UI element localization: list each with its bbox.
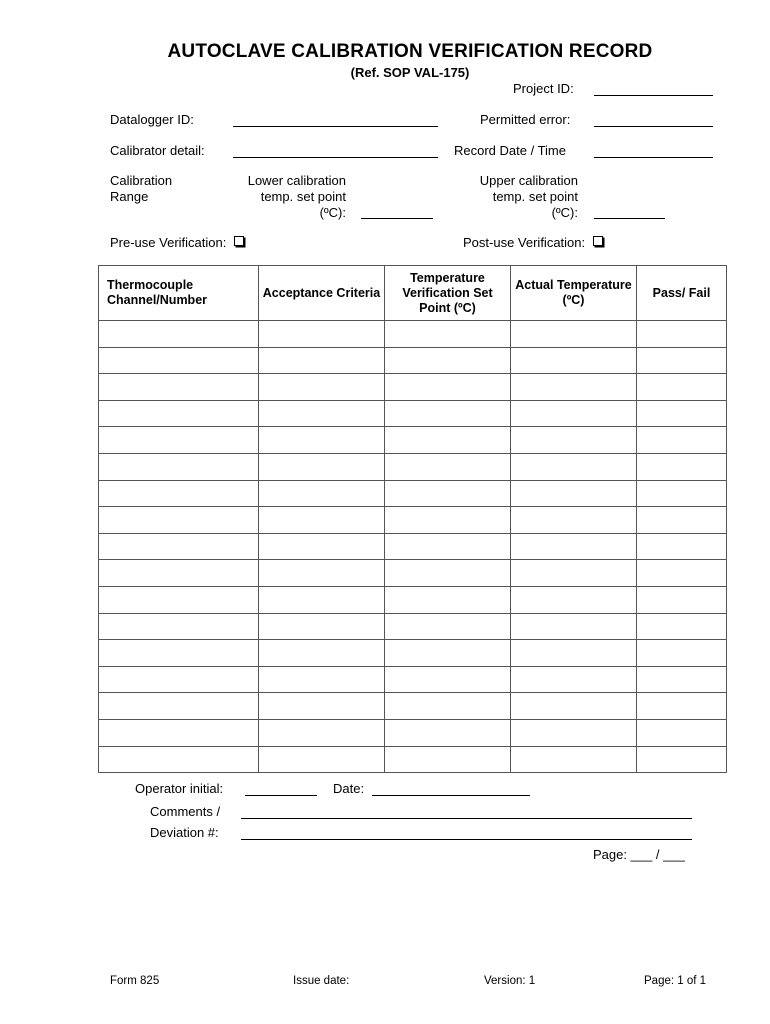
- table-row: [99, 613, 727, 640]
- table-cell[interactable]: [259, 480, 385, 507]
- pre-use-verification: [110, 235, 244, 250]
- signoff-date-field[interactable]: [372, 795, 530, 796]
- operator-initial-label: Operator initial:: [135, 781, 224, 796]
- table-cell[interactable]: [99, 746, 259, 773]
- table-cell[interactable]: [99, 347, 259, 374]
- table-cell[interactable]: [385, 347, 511, 374]
- table-cell[interactable]: [511, 693, 637, 720]
- deviation-field[interactable]: [241, 839, 692, 840]
- table-cell[interactable]: [511, 613, 637, 640]
- table-cell[interactable]: [99, 427, 259, 454]
- table-row: [99, 693, 727, 720]
- table-cell[interactable]: [259, 533, 385, 560]
- table-cell[interactable]: [259, 400, 385, 427]
- table-row: [99, 347, 727, 374]
- table-cell[interactable]: [259, 746, 385, 773]
- table-cell[interactable]: [637, 613, 727, 640]
- table-header-row: [99, 266, 727, 321]
- verification-table: [98, 265, 727, 773]
- post-use-checkbox[interactable]: [593, 236, 603, 246]
- permitted-error-field[interactable]: [594, 126, 713, 127]
- table-cell[interactable]: [511, 480, 637, 507]
- col-actual-temperature: Actual Temperature (ºC): [511, 266, 637, 321]
- table-cell[interactable]: [259, 586, 385, 613]
- table-cell[interactable]: [637, 586, 727, 613]
- footer-page: Page: 1 of 1: [644, 975, 707, 987]
- table-cell[interactable]: [385, 640, 511, 667]
- col-set-point: Temperature Verification Set Point (ºC): [385, 266, 511, 321]
- table-cell[interactable]: [259, 613, 385, 640]
- upper-calibration-label: Upper calibration temp. set point (ºC):: [479, 173, 578, 220]
- table-cell[interactable]: [385, 560, 511, 587]
- table-cell[interactable]: [637, 480, 727, 507]
- deviation-label: Deviation #:: [150, 825, 219, 840]
- signoff-date-label: Date:: [333, 781, 365, 796]
- permitted-error-label: Permitted error:: [480, 112, 571, 127]
- table-cell[interactable]: [99, 533, 259, 560]
- table-row: [99, 586, 727, 613]
- col-acceptance-criteria: Acceptance Criteria: [259, 266, 385, 321]
- footer-form: Form 825: [110, 975, 160, 987]
- page-subtitle: (Ref. SOP VAL-175): [350, 65, 470, 80]
- table-cell[interactable]: [511, 586, 637, 613]
- comments-label: Comments /: [150, 804, 221, 819]
- table-cell[interactable]: [99, 560, 259, 587]
- pre-use-label: Pre-use Verification:: [110, 235, 227, 250]
- table-cell[interactable]: [637, 746, 727, 773]
- table-cell[interactable]: [259, 560, 385, 587]
- table-cell[interactable]: [637, 347, 727, 374]
- table-cell[interactable]: [385, 400, 511, 427]
- lower-calibration-label: Lower calibration temp. set point (ºC):: [247, 173, 346, 220]
- table-body: [99, 321, 727, 773]
- table-cell[interactable]: [511, 347, 637, 374]
- footer-version: Version: 1: [484, 975, 536, 987]
- table-cell[interactable]: [511, 427, 637, 454]
- table-cell[interactable]: [259, 719, 385, 746]
- table-cell[interactable]: [511, 321, 637, 348]
- project-id-field[interactable]: [594, 95, 713, 96]
- calibrator-detail-field[interactable]: [233, 157, 438, 158]
- post-use-label: Post-use Verification:: [463, 235, 586, 250]
- table-cell[interactable]: [385, 453, 511, 480]
- table-cell[interactable]: [385, 586, 511, 613]
- table-cell[interactable]: [637, 719, 727, 746]
- table-cell[interactable]: [385, 613, 511, 640]
- table-cell[interactable]: [511, 400, 637, 427]
- table-cell[interactable]: [259, 640, 385, 667]
- table-cell[interactable]: [99, 719, 259, 746]
- table-cell[interactable]: [511, 533, 637, 560]
- table-cell[interactable]: [99, 400, 259, 427]
- table-row: [99, 453, 727, 480]
- table-cell[interactable]: [99, 666, 259, 693]
- table-cell[interactable]: [385, 427, 511, 454]
- table-cell[interactable]: [511, 507, 637, 534]
- table-cell[interactable]: [99, 321, 259, 348]
- upper-calibration-field[interactable]: [594, 218, 665, 219]
- table-cell[interactable]: [637, 321, 727, 348]
- operator-initial-field[interactable]: [245, 795, 317, 796]
- table-cell[interactable]: [637, 560, 727, 587]
- table-cell[interactable]: [385, 321, 511, 348]
- table-cell[interactable]: [385, 719, 511, 746]
- table-row: [99, 507, 727, 534]
- table-row: [99, 533, 727, 560]
- table-row: [99, 321, 727, 348]
- table-row: [99, 480, 727, 507]
- table-cell[interactable]: [385, 693, 511, 720]
- table-cell[interactable]: [385, 533, 511, 560]
- table-cell[interactable]: [637, 507, 727, 534]
- table-cell[interactable]: [385, 666, 511, 693]
- table-row: [99, 560, 727, 587]
- page-count-label: Page: ___ / ___: [593, 847, 685, 862]
- table-cell[interactable]: [637, 533, 727, 560]
- table-cell[interactable]: [637, 374, 727, 401]
- table-cell[interactable]: [511, 666, 637, 693]
- table-cell[interactable]: [385, 480, 511, 507]
- table-cell[interactable]: [385, 746, 511, 773]
- table-row: [99, 374, 727, 401]
- table-row: [99, 400, 727, 427]
- table-cell[interactable]: [637, 640, 727, 667]
- table-cell[interactable]: [259, 507, 385, 534]
- datalogger-id-label: Datalogger ID:: [110, 112, 194, 127]
- table-row: [99, 640, 727, 667]
- post-use-verification: [463, 235, 603, 250]
- table-cell[interactable]: [99, 613, 259, 640]
- calibrator-detail-label: Calibrator detail:: [110, 143, 205, 158]
- table-cell[interactable]: [259, 427, 385, 454]
- calibration-range-label: Calibration Range: [110, 173, 173, 204]
- table-cell[interactable]: [637, 666, 727, 693]
- lower-calibration-field[interactable]: [361, 218, 433, 219]
- table-cell[interactable]: [511, 560, 637, 587]
- table-cell[interactable]: [99, 693, 259, 720]
- table-cell[interactable]: [259, 321, 385, 348]
- col-pass-fail: Pass/ Fail: [637, 266, 727, 321]
- table-cell[interactable]: [637, 400, 727, 427]
- table-cell[interactable]: [99, 480, 259, 507]
- project-id-label: Project ID:: [513, 81, 574, 96]
- table-cell[interactable]: [99, 640, 259, 667]
- table-cell[interactable]: [259, 374, 385, 401]
- page-title: AUTOCLAVE CALIBRATION VERIFICATION RECORD: [167, 41, 653, 62]
- table-cell[interactable]: [99, 507, 259, 534]
- table-cell[interactable]: [637, 427, 727, 454]
- datalogger-id-field[interactable]: [233, 126, 438, 127]
- table-cell[interactable]: [637, 453, 727, 480]
- table-cell[interactable]: [99, 453, 259, 480]
- table-cell[interactable]: [385, 374, 511, 401]
- pre-use-checkbox[interactable]: [234, 236, 244, 246]
- record-date-label: Record Date / Time: [454, 143, 566, 158]
- record-date-field[interactable]: [594, 157, 713, 158]
- table-cell[interactable]: [637, 693, 727, 720]
- footer-issue-date: Issue date:: [293, 975, 350, 987]
- col-thermocouple: Thermocouple Channel/Number: [99, 266, 259, 321]
- table-cell[interactable]: [511, 453, 637, 480]
- table-cell[interactable]: [99, 374, 259, 401]
- table-cell[interactable]: [385, 507, 511, 534]
- table-row: [99, 719, 727, 746]
- comments-field[interactable]: [241, 818, 692, 819]
- table-cell[interactable]: [511, 719, 637, 746]
- table-cell[interactable]: [511, 640, 637, 667]
- table-row: [99, 666, 727, 693]
- table-row: [99, 427, 727, 454]
- table-cell[interactable]: [259, 666, 385, 693]
- table-cell[interactable]: [99, 586, 259, 613]
- table-cell[interactable]: [259, 693, 385, 720]
- table-cell[interactable]: [259, 347, 385, 374]
- table-cell[interactable]: [511, 374, 637, 401]
- table-row: [99, 746, 727, 773]
- table-cell[interactable]: [511, 746, 637, 773]
- table-cell[interactable]: [259, 453, 385, 480]
